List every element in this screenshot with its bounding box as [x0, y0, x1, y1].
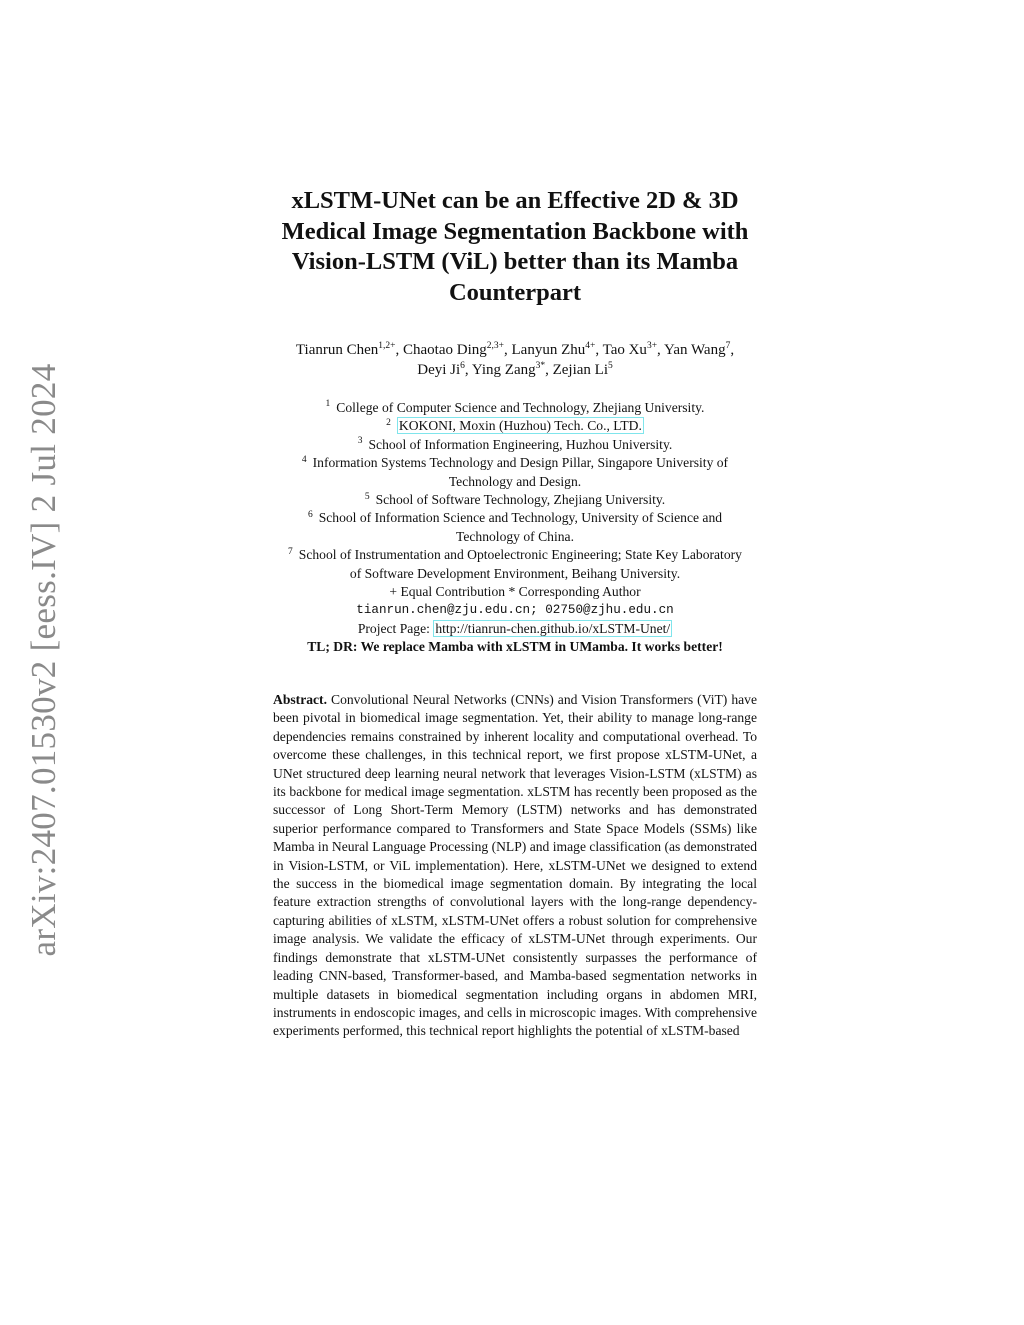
- author-separator: ,: [545, 361, 553, 378]
- author-list: [205, 341, 825, 380]
- paper-title: [230, 186, 800, 308]
- author-line: [205, 341, 825, 361]
- contribution-note: + Equal Contribution * Corresponding Author: [389, 584, 641, 600]
- affiliation-6: [205, 509, 825, 527]
- affiliation-list: [205, 399, 825, 657]
- affiliation-text: School of Information Science and Technology, University of Science and: [318, 510, 723, 526]
- author-affil-marker: 3*: [535, 360, 546, 371]
- affiliation-5: [205, 491, 825, 509]
- title-line: xLSTM-UNet can be an Effective 2D & 3D: [291, 187, 739, 214]
- author-line: [205, 361, 825, 381]
- affiliation-number: 4: [301, 454, 307, 465]
- arxiv-identifier-stamp: arXiv:2407.01530v2 [eess.IV] 2 Jul 2024: [24, 363, 63, 957]
- affiliation-4-continued: Technology and Design.: [448, 473, 582, 489]
- affiliation-text: Information Systems Technology and Design Pillar, Singapore University of: [312, 455, 729, 471]
- affiliation-text: School of Software Technology, Zhejiang University.: [375, 492, 666, 508]
- author-separator: ,: [464, 361, 472, 378]
- abstract: [273, 691, 757, 1041]
- author-separator: ,: [504, 342, 512, 358]
- author-affil-marker: 7: [725, 341, 731, 351]
- affiliation-1: [205, 399, 825, 417]
- title-line: Vision-LSTM (ViL) better than its Mamba: [291, 248, 739, 275]
- affiliation-number: 5: [364, 491, 370, 502]
- author-separator: ,: [730, 342, 735, 358]
- project-page-label: Project Page:: [357, 620, 434, 636]
- author-name: Chaotao Ding: [403, 342, 487, 358]
- author-affil-marker: 6: [460, 360, 465, 371]
- affiliation-3: [205, 436, 825, 454]
- affiliation-number: 2: [386, 417, 391, 428]
- affiliation-number: 1: [325, 399, 331, 410]
- contact-emails: tianrun.chen@zju.edu.cn; 02750@zjhu.edu.cn: [356, 603, 674, 618]
- author-affil-marker: 3+: [646, 341, 658, 351]
- affiliation-number: 7: [288, 546, 293, 557]
- title-line: Medical Image Segmentation Backbone with: [281, 217, 749, 245]
- author-name: Tianrun Chen: [295, 342, 379, 358]
- author-affil-marker: 5: [608, 360, 613, 371]
- affiliation-7-continued: of Software Development Environment, Beihang University.: [349, 565, 681, 581]
- author-name: Deyi Ji: [417, 361, 461, 378]
- author-separator: ,: [657, 342, 664, 358]
- affiliation-2: [205, 417, 825, 435]
- author-separator: ,: [595, 342, 603, 358]
- abstract-label: Abstract.: [273, 692, 327, 707]
- author-affil-marker: 4+: [585, 341, 596, 351]
- author-name: Tao Xu: [602, 342, 647, 358]
- tldr-summary: TL; DR: We replace Mamba with xLSTM in UMamba. It works better!: [307, 639, 723, 655]
- affiliation-text: School of Information Engineering, Huzhou University.: [368, 436, 673, 452]
- author-name: Zejian Li: [552, 361, 609, 378]
- abstract-text: Convolutional Neural Networks (CNNs) and Vision Transformers (ViT) have been pivotal in biomedical image segmentation. Yet, their ability to manage long-range dependencies remains constrained by inherent locality and computational overhead. To overcome these challenges, in this technical report, we first propose xLSTM-UNet, a UNet structured deep learning neural network that leverages Vision-LSTM (xLSTM) as its backbone for medical image segmentation. xLSTM has recently been proposed as the successor of Long Short-Term Memory (LSTM) networks and has demonstrated superior performance compared to Transformers and State Space Models (SSMs) like Mamba in Neural Language Processing (NLP) and image classification (as demonstrated in Vision-LSTM, or ViL implementation). Here, xLSTM-UNet we designed to extend the success in the biomedical image segmentation domain. By integrating the local feature extraction strengths of convolutional layers with the long-range dependency-capturing abilities of xLSTM, xLSTM-UNet offers a robust solution for comprehensive image analysis. We validate the efficacy of xLSTM-UNet through experiments. Our findings demonstrate that xLSTM-UNet consistently surpasses the performance of leading CNN-based, Transformer-based, and Mamba-based segmentation networks in multiple datasets in biomedical segmentation including organs in abdomen MRI, instruments in endoscopic images, and cells in microscopic images. With comprehensive experiments performed, this technical report highlights the potential of xLSTM-based: [273, 692, 757, 1039]
- affiliation-6-continued: Technology of China.: [456, 528, 574, 544]
- affiliation-number: 6: [307, 509, 313, 520]
- affiliation-text: College of Computer Science and Technology, Zhejiang University.: [336, 400, 705, 415]
- project-page-link[interactable]: http://tianrun-chen.github.io/xLSTM-Unet/: [435, 620, 671, 636]
- author-separator: ,: [395, 342, 404, 358]
- author-affil-marker: 2,3+: [486, 341, 504, 351]
- author-name: Ying Zang: [471, 361, 536, 378]
- affiliation-7: [205, 546, 825, 564]
- affiliation-number: 3: [357, 436, 363, 447]
- affiliation-company-link[interactable]: KOKONI, Moxin (Huzhou) Tech. Co., LTD.: [398, 418, 642, 434]
- affiliation-4: [205, 454, 825, 472]
- affiliation-text: School of Instrumentation and Optoelectronic Engineering; State Key Laboratory: [298, 547, 742, 563]
- author-name: Lanyun Zhu: [511, 342, 586, 358]
- author-name: Yan Wang: [664, 342, 726, 358]
- author-affil-marker: 1,2+: [378, 341, 396, 351]
- title-line: Counterpart: [448, 278, 581, 306]
- project-page: [205, 620, 825, 638]
